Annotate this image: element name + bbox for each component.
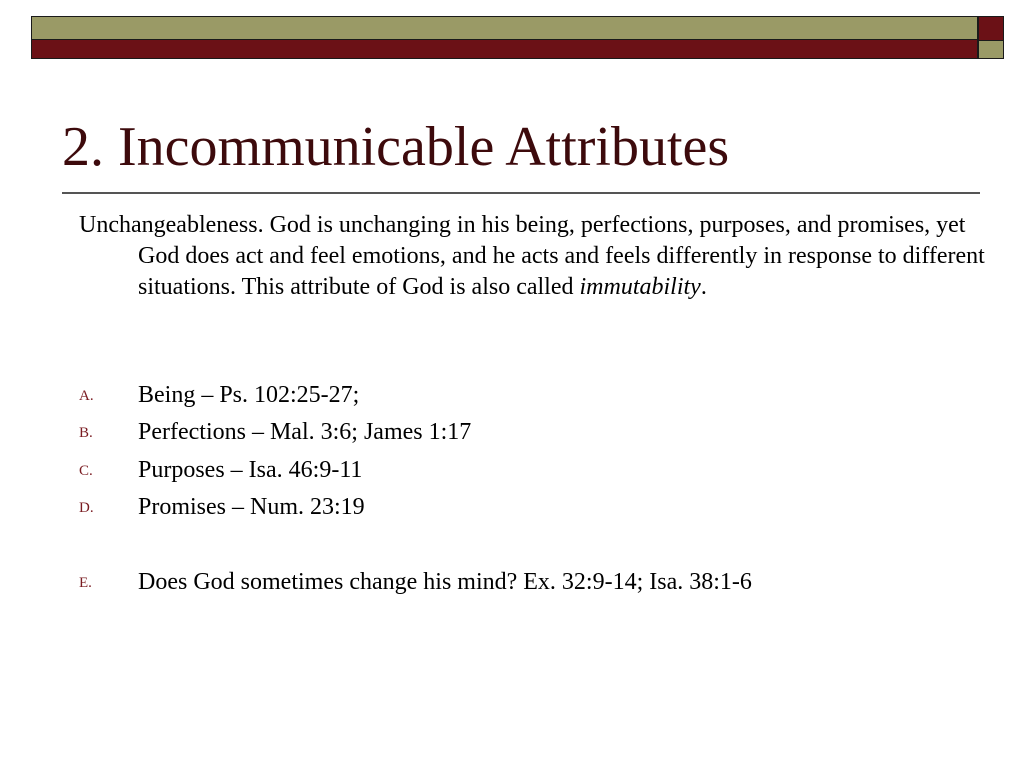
list-item <box>79 413 994 451</box>
list-item-text: Does God sometimes change his mind? Ex. 32:9-14; Isa. 38:1-6 <box>138 569 752 595</box>
list-item <box>79 451 994 489</box>
list-marker: D. <box>79 500 94 516</box>
title-divider <box>62 192 980 194</box>
list-item <box>79 488 994 526</box>
intro-paragraph <box>79 210 994 303</box>
list-item-text: Being – Ps. 102:25-27; <box>138 382 360 408</box>
list-marker: A. <box>79 388 94 404</box>
list-item-text: Promises – Num. 23:19 <box>138 494 365 520</box>
list-item-text: Purposes – Isa. 46:9-11 <box>138 457 363 483</box>
header-band-olive <box>31 16 978 40</box>
intro-term: immutability <box>579 274 701 300</box>
list-item <box>79 376 994 414</box>
list-item <box>79 563 994 601</box>
slide-title: 2. Incommunicable Attributes <box>62 116 730 178</box>
intro-end-text: . <box>700 274 707 300</box>
list-marker: B. <box>79 425 93 441</box>
list-marker: E. <box>79 575 92 591</box>
intro-lead-text: Unchangeableness. God is unchanging in his being, perfections, purposes, and promises, yet God does act and feel emotions, and he acts and feels differently in response to different situations. This attribute of God is also called <box>79 212 985 300</box>
list-marker: C. <box>79 463 93 479</box>
header-corner-olive-square <box>978 41 1004 59</box>
list-item-text: Perfections – Mal. 3:6; James 1:17 <box>138 419 472 445</box>
header-band-maroon <box>31 40 978 59</box>
header-corner-maroon-square <box>978 16 1004 41</box>
